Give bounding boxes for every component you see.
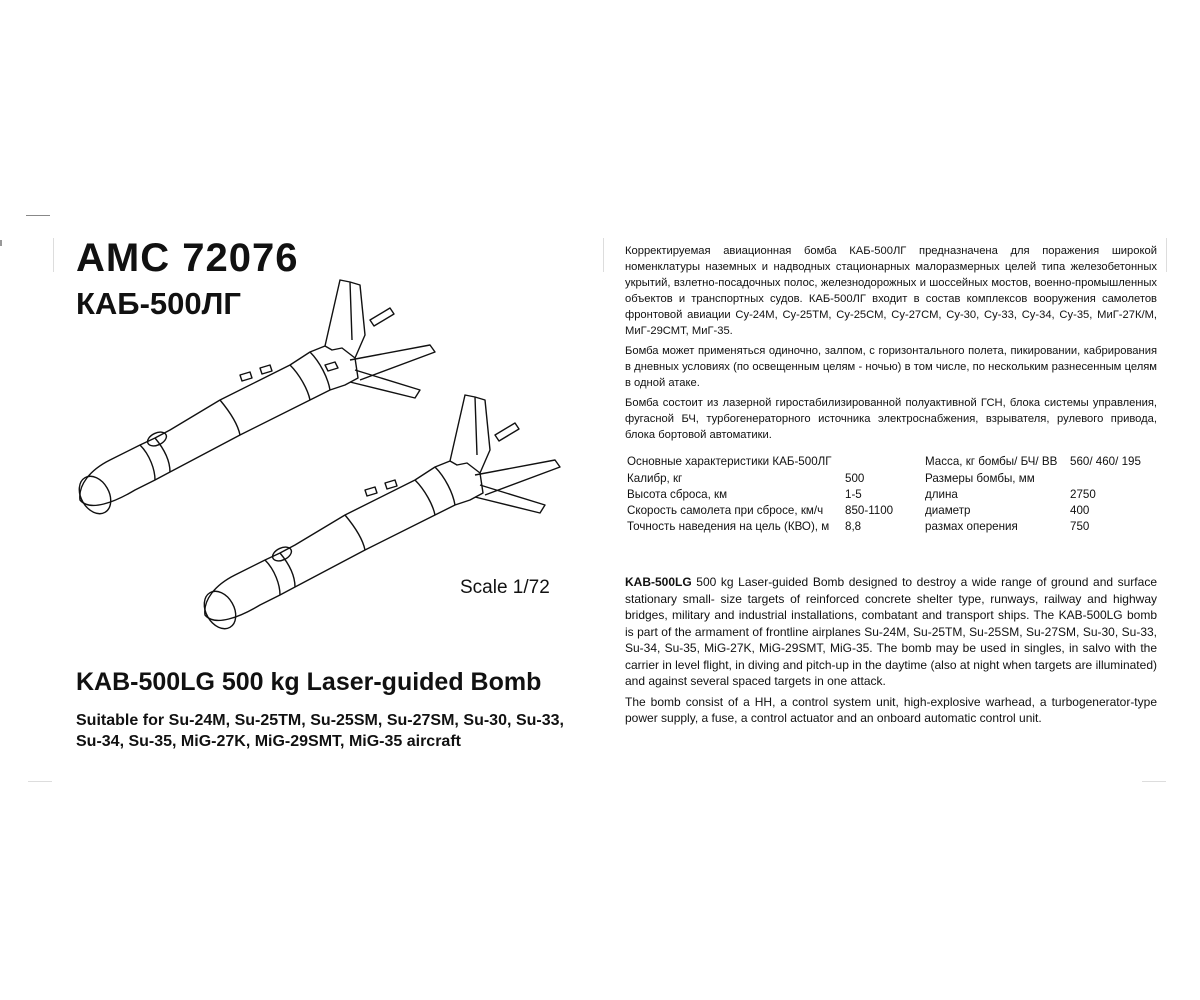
description-ru-paragraph-3: Бомба состоит из лазерной гиростабилизированной полуактивной ГСН, блока системы управления, фугасной БЧ, турбогенераторного источника электроснабжения, взрывателя, рулевого привода, блока бортовой автоматики. [625, 397, 1157, 441]
spec-label: Скорость самолета при сбросе, км/ч [627, 504, 824, 517]
description-en-body: 500 kg Laser-guided Bomb designed to destroy a wide range of ground and surface stationary small- size targets of reinforced concrete shelter type, runways, railway and highway bridges, military and industrial installations, combatant and transport ships. The KAB-500LG bomb is part of the armament of frontline airplanes Su-24M, Su-25TM, Su-25SM, Su-27SM, Su-30, Su-33, Su-34, Su-35, MiG-27K, MiG-29SMT, MiG-35. The bomb may be used in singles, in salvo with the carrier in level flight, in diving and pitch-up in the daytime (also at night when targets are illuminated) and against several spaced targets in one attack. [625, 575, 1157, 688]
spec-label: Высота сброса, км [627, 488, 728, 501]
description-ru [625, 243, 1157, 447]
crop-mark-left-tick [0, 240, 2, 246]
spec-label: Точность наведения на цель (КВО), м [627, 520, 830, 533]
crop-mark-mid-vertical [603, 238, 604, 272]
suitable-aircraft: Suitable for Su-24M, Su-25TM, Su-25SM, Su-27SM, Su-30, Su-33, Su-34, Su-35, MiG-27K, MiG-29SMT, MiG-35 aircraft [76, 712, 564, 750]
spec-value: 1-5 [845, 488, 862, 501]
product-code: AMC 72076 [76, 236, 299, 280]
spec-label: размах оперения [925, 520, 1018, 533]
spec-value: 560/ 460/ 195 [1070, 455, 1141, 468]
spec-value: 2750 [1070, 488, 1096, 501]
spec-value: 500 [845, 472, 865, 485]
specs-heading: Основные характеристики КАБ-500ЛГ [627, 455, 832, 468]
bomb-drawing-upper [73, 280, 435, 519]
description-ru-paragraph-1: Корректируемая авиационная бомба КАБ-500ЛГ предназначена для поражения широкой номенклатуры наземных и надводных стационарных малоразмерных целей типа железобетонных укрытий, взлетно-посадочных полос, железнодорожных и шоссейных мостов, военно-промышленных объектов и транспортных судов. КАБ-500ЛГ входит в состав комплексов вооружения самолетов фронтовой авиации Су-24М, Су-25ТМ, Су-25СМ, Су-27СМ, Су-30, Су-33, Су-34, Су-35, МиГ-27К/М, МиГ-29СМТ, МиГ-35. [625, 245, 1157, 337]
crop-mark-left-vertical [53, 238, 54, 272]
spec-label: длина [925, 488, 958, 501]
spec-value: 850-1100 [845, 504, 894, 517]
english-title: KAB-500LG 500 kg Laser-guided Bomb [76, 668, 542, 696]
spec-value: 750 [1070, 520, 1090, 533]
spec-label: диаметр [925, 504, 971, 517]
spec-value: 400 [1070, 504, 1090, 517]
crop-mark-right-vertical [1166, 238, 1167, 272]
description-en-paragraph-1 [625, 574, 1157, 690]
description-en-paragraph-2: The bomb consist of a HH, a control system unit, high-explosive warhead, a turbogenerator-type power supply, a fuse, a control actuator and an onboard automatic control unit. [625, 694, 1157, 725]
crop-mark-bottom-left [28, 781, 52, 782]
spec-label: Калибр, кг [627, 472, 683, 485]
product-name-ru: КАБ-500ЛГ [76, 286, 241, 321]
description-en [625, 574, 1157, 731]
spec-label: Масса, кг бомбы/ БЧ/ ВВ [925, 455, 1058, 468]
crop-mark-bottom-right [1142, 781, 1166, 782]
scale-label: Scale 1/72 [460, 577, 550, 598]
description-en-lead: KAB-500LG [625, 575, 692, 589]
specs-table [627, 453, 1167, 543]
spec-value: 8,8 [845, 520, 862, 533]
description-ru-paragraph-2: Бомба может применяться одиночно, залпом, с горизонтального полета, пикировании, кабрирования в дневных условиях (по освещенным целям - ночью) в том числе, по нескольким разнесенным целям в одной атаке. [625, 345, 1157, 389]
spec-label: Размеры бомбы, мм [925, 472, 1035, 485]
crop-mark-top-left [26, 215, 50, 216]
